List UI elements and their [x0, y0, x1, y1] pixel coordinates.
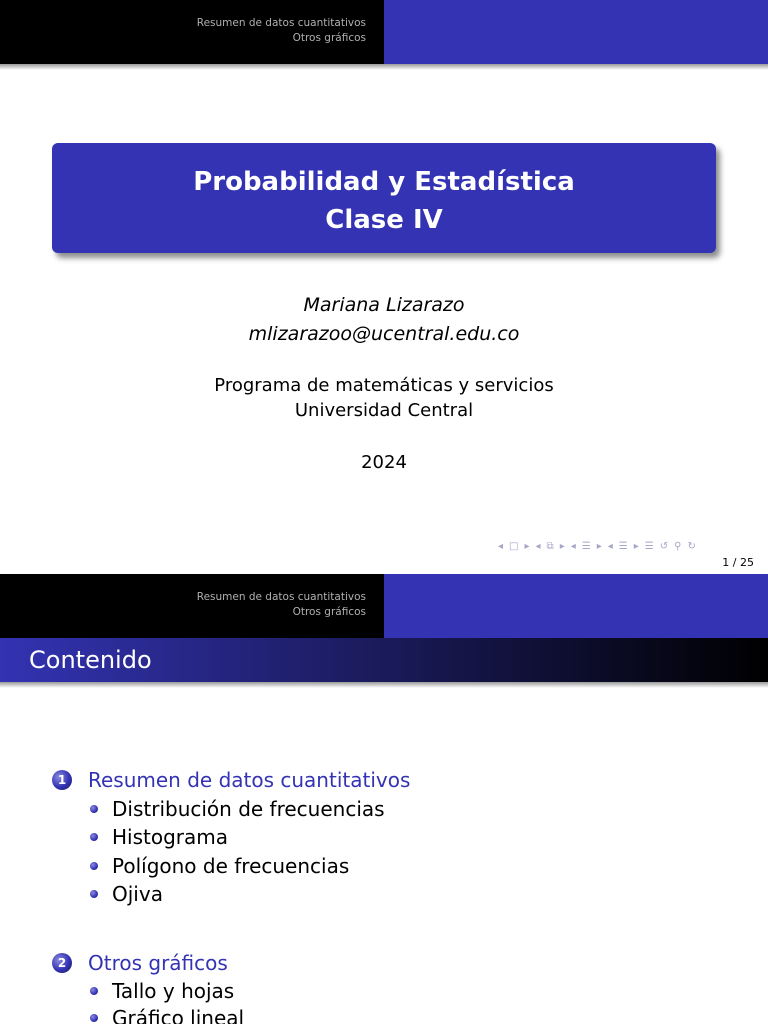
bullet-icon [90, 1014, 98, 1022]
author-name: Mariana Lizarazo [303, 294, 465, 316]
nav-frame-icon[interactable]: □ [509, 540, 519, 552]
toc-subsection-label[interactable]: Gráfico lineal [112, 1006, 245, 1024]
nav-prev-icon[interactable]: ◂ [607, 540, 613, 552]
toc-subsection[interactable] [90, 1006, 244, 1024]
slide-contents [0, 574, 768, 1024]
bullet-icon [90, 987, 98, 995]
headline-shadow [0, 64, 768, 70]
toc-section-label[interactable]: Resumen de datos cuantitativos [88, 768, 411, 792]
navigation-bar [498, 540, 696, 552]
nav-prev-icon[interactable]: ◂ [535, 540, 541, 552]
nav-back-forward-icon[interactable]: ↺ [659, 540, 669, 552]
headline-bar [0, 0, 768, 64]
toc-section-1[interactable] [52, 768, 410, 792]
frame-title-bar [0, 638, 768, 682]
bullet-icon [90, 890, 98, 898]
nav-appendix-icon[interactable]: ☰ [644, 540, 654, 552]
nav-next-icon[interactable]: ▸ [596, 540, 602, 552]
nav-prev-icon[interactable]: ◂ [570, 540, 576, 552]
bullet-icon [90, 833, 98, 841]
section-number-ball: 1 [52, 770, 72, 790]
headline-right [384, 0, 768, 64]
bullet-icon [90, 862, 98, 870]
toc-section-2[interactable] [52, 951, 228, 975]
nav-prev-icon[interactable]: ◂ [498, 540, 504, 552]
headline-subsection-link[interactable]: Otros gráficos [292, 32, 366, 44]
headline-subsection-link[interactable]: Otros gráficos [292, 606, 366, 618]
institute-line-2: Universidad Central [294, 400, 474, 421]
nav-back-forward-icon[interactable]: ↻ [687, 540, 696, 552]
presentation-date: 2024 [361, 452, 407, 473]
toc-subsection[interactable] [90, 854, 349, 878]
nav-next-icon[interactable]: ▸ [559, 540, 565, 552]
toc-subsection[interactable] [90, 797, 385, 821]
toc-subsection[interactable] [90, 825, 228, 849]
toc-subsection-label[interactable]: Histograma [112, 825, 229, 849]
nav-next-icon[interactable]: ▸ [524, 540, 530, 552]
toc-section-label[interactable]: Otros gráficos [88, 951, 228, 975]
title-box [52, 143, 716, 253]
toc-subsection-label[interactable]: Ojiva [112, 882, 163, 906]
nav-section-icon[interactable]: ☰ [618, 540, 628, 552]
headline-section-link[interactable]: Resumen de datos cuantitativos [196, 591, 366, 603]
institute-line-1: Programa de matemáticas y servicios [214, 375, 554, 396]
headline-left [0, 0, 384, 64]
headline-right [384, 574, 768, 638]
toc-subsection[interactable] [90, 882, 163, 906]
nav-subsection-icon[interactable]: ⧉ [546, 540, 554, 552]
headline-section-link[interactable]: Resumen de datos cuantitativos [196, 17, 366, 29]
nav-section-icon[interactable]: ☰ [581, 540, 591, 552]
frame-title: Contenido [29, 646, 152, 674]
frame-title-shadow [0, 682, 768, 688]
presentation-subtitle: Clase IV [325, 205, 443, 235]
headline-left [0, 574, 384, 638]
toc-subsection-label[interactable]: Distribución de frecuencias [112, 797, 385, 821]
toc-subsection-label[interactable]: Tallo y hojas [112, 979, 235, 1003]
author-email: mlizarazoo@ucentral.edu.co [248, 323, 520, 345]
nav-search-icon[interactable]: ⚲ [674, 540, 682, 552]
headline-bar [0, 574, 768, 638]
nav-next-icon[interactable]: ▸ [633, 540, 639, 552]
presentation-title: Probabilidad y Estadística [193, 167, 575, 197]
bullet-icon [90, 805, 98, 813]
toc-subsection[interactable] [90, 979, 234, 1003]
section-number-ball: 2 [52, 953, 72, 973]
page-number: 1 / 25 [722, 556, 754, 569]
toc-subsection-label[interactable]: Polígono de frecuencias [112, 854, 350, 878]
